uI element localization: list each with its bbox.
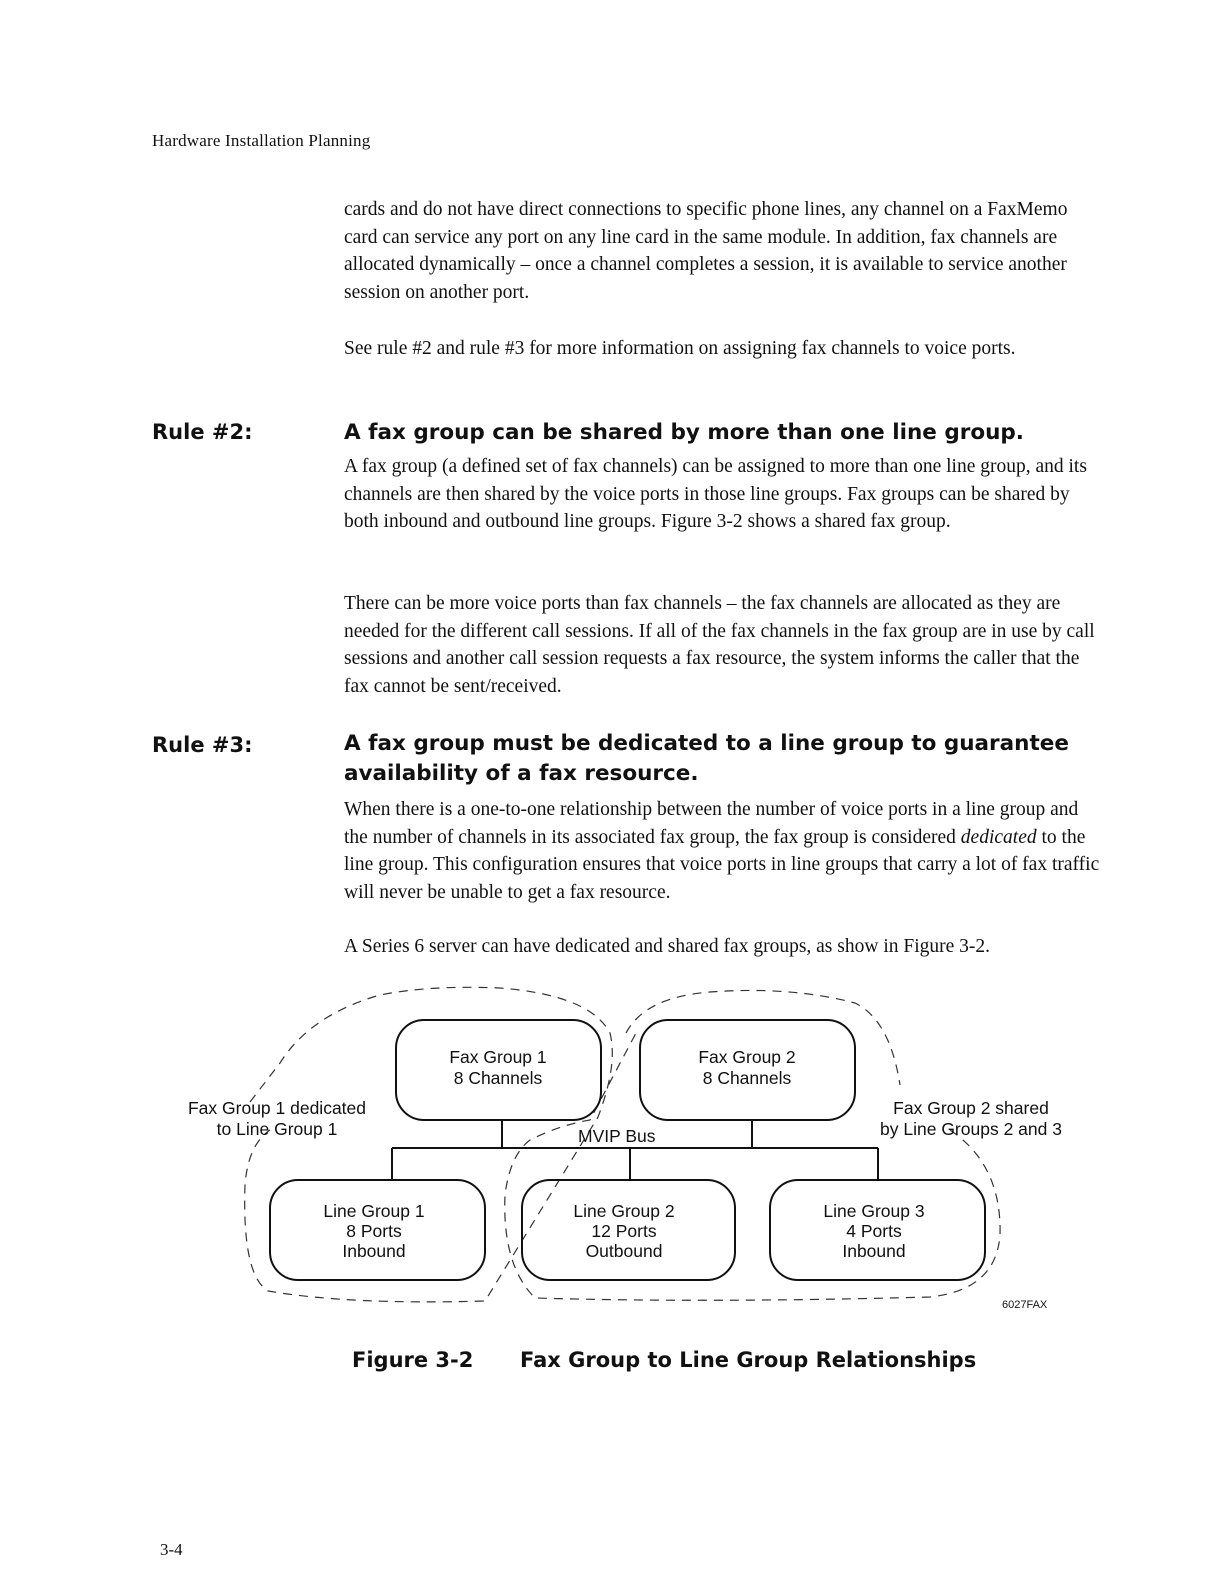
- page-number: 3-4: [160, 1540, 183, 1559]
- dedicated-note-line-1: Fax Group 1 dedicated: [187, 1098, 367, 1118]
- shared-note-line-1: Fax Group 2 shared: [893, 1098, 1049, 1118]
- line-group-2-direction: Outbound: [585, 1241, 663, 1261]
- rule-3-text-b: to the line group. This configuration ensures that voice ports in line groups that carry a lot of fax traffic will never be unable to get a fax resource.: [344, 826, 1100, 903]
- line-group-3-ports: 4 Ports: [846, 1221, 902, 1241]
- mvip-bus-label: MVIP Bus: [578, 1126, 656, 1146]
- rule-2-paragraph-1: A fax group (a defined set of fax channels) can be assigned to more than one line group, and its channels are then shared by the voice ports in those line groups. Fax groups can be shared by both inbound and outbound line groups. Figure 3-2 shows a shared fax group.: [344, 456, 1087, 532]
- fax-group-2-name: Fax Group 2: [698, 1047, 796, 1067]
- rule-3-label: Rule #3:: [152, 733, 253, 757]
- rule-2-heading: A fax group can be shared by more than one line group.: [344, 420, 1024, 445]
- rule-2-paragraph-2: There can be more voice ports than fax channels – the fax channels are allocated as they are needed for the different call sessions. If all of the fax channels in the fax group are in use by call sessions and another call session requests a fax resource, the system informs the caller that the fax cannot be sent/received.: [344, 593, 1095, 697]
- line-group-1-name: Line Group 1: [323, 1201, 425, 1221]
- rule-3-text-a: When there is a one-to-one relationship between the number of voice ports in a line group and the number of channels in its associated fax group, the fax group is considered: [344, 799, 1079, 848]
- figure-caption-number: Figure 3-2: [352, 1348, 474, 1372]
- fax-group-1-name: Fax Group 1: [449, 1047, 547, 1067]
- line-group-3-name: Line Group 3: [823, 1201, 925, 1221]
- rule-3-heading: A fax group must be dedicated to a line group to guarantee availability of a fax resource.: [344, 731, 1069, 786]
- fax-group-2-channels: 8 Channels: [702, 1068, 792, 1088]
- dedicated-group-boundary: [245, 987, 613, 1302]
- fax-line-group-diagram: [150, 985, 1100, 1315]
- figure-caption: [352, 1348, 976, 1372]
- intro-paragraph-1: cards and do not have direct connections to specific phone lines, any channel on a FaxMemo card can service any port on any line card in the same module. In addition, fax channels are allocated dynamically – once a channel completes a session, it is available to service another session on another port.: [344, 199, 1068, 303]
- rule-3-paragraph-2: A Series 6 server can have dedicated and shared fax groups, as show in Figure 3-2.: [344, 936, 991, 957]
- figure-code: 6027FAX: [1002, 1299, 1048, 1311]
- line-group-1-direction: Inbound: [342, 1241, 406, 1261]
- line-group-3-direction: Inbound: [842, 1241, 906, 1261]
- shared-note-line-2: by Line Groups 2 and 3: [880, 1119, 1062, 1139]
- rule-2-label: Rule #2:: [152, 420, 253, 444]
- figure-caption-title: Fax Group to Line Group Relationships: [520, 1348, 977, 1372]
- line-group-1-ports: 8 Ports: [346, 1221, 402, 1241]
- dedicated-note-line-2: to Line Group 1: [216, 1119, 338, 1139]
- rule-3-paragraph-1: [344, 796, 1104, 906]
- line-group-2-name: Line Group 2: [573, 1201, 675, 1221]
- rule-3-emphasis: dedicated: [960, 826, 1037, 848]
- running-header: Hardware Installation Planning: [152, 131, 371, 150]
- fax-group-1-channels: 8 Channels: [453, 1068, 543, 1088]
- line-group-2-ports: 12 Ports: [591, 1221, 657, 1241]
- intro-paragraph-2: See rule #2 and rule #3 for more information on assigning fax channels to voice ports.: [344, 338, 1016, 359]
